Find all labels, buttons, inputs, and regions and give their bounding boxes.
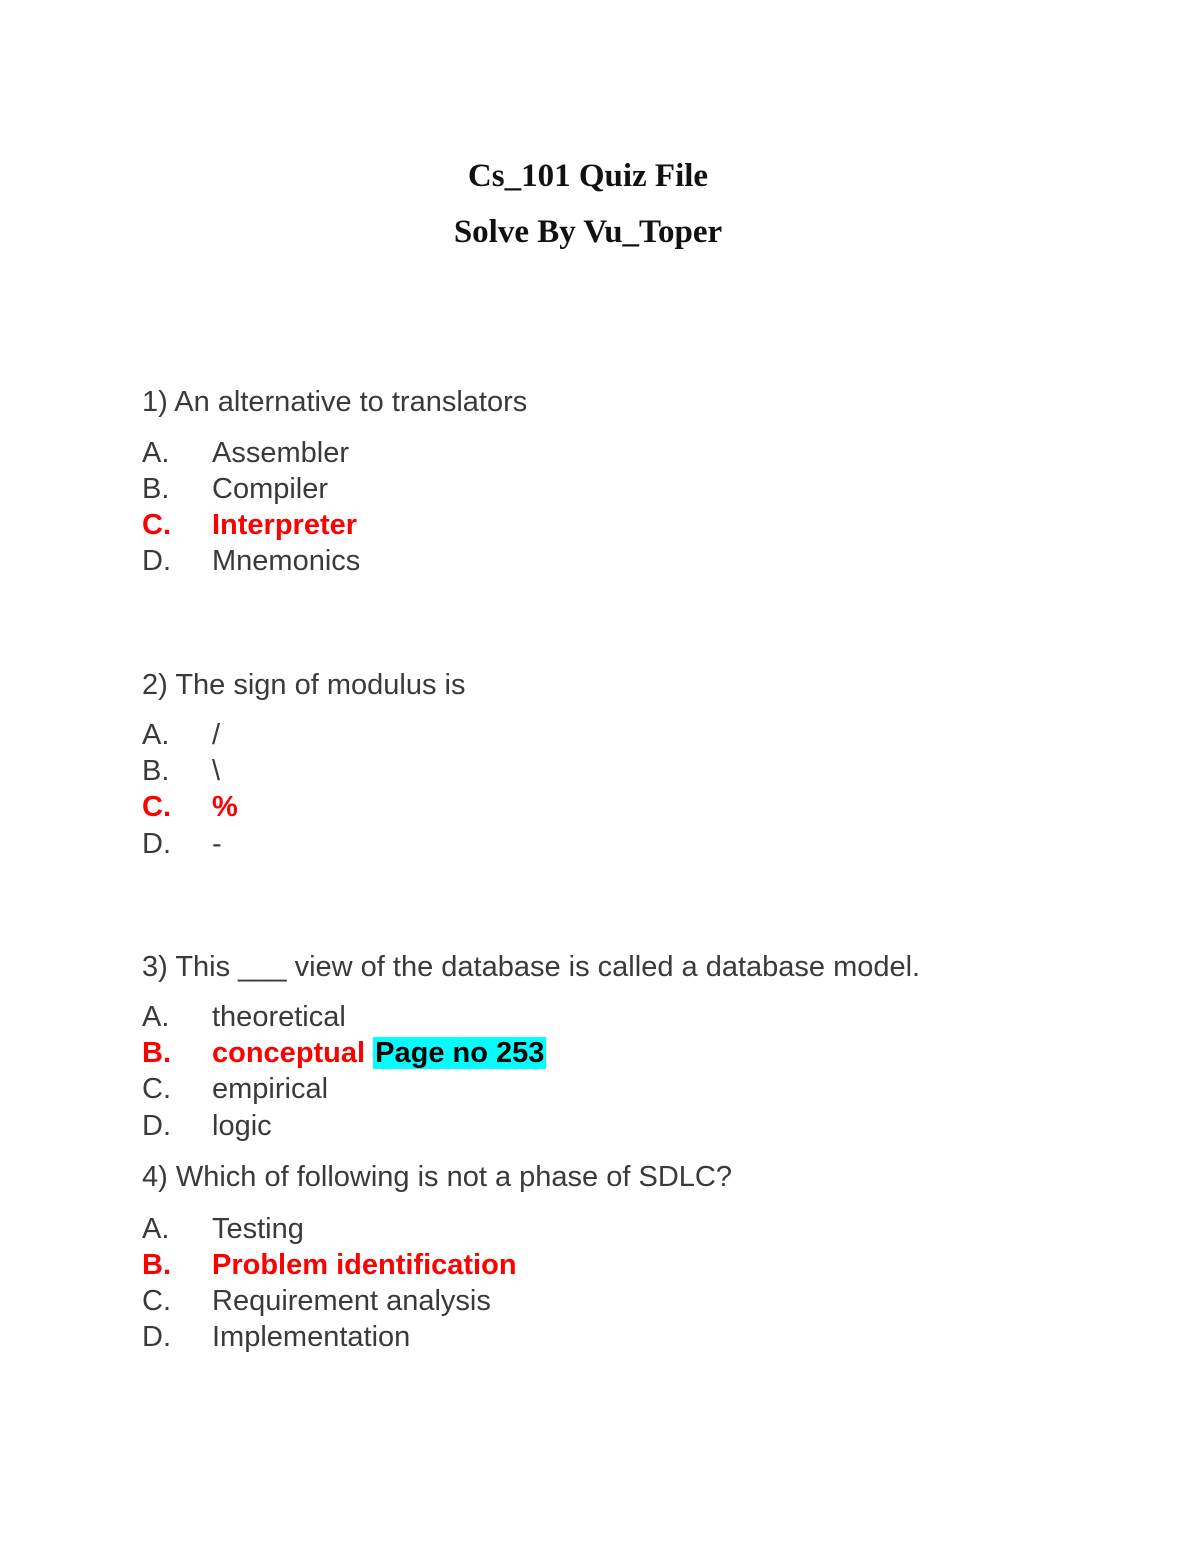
option-text: Assembler [212, 437, 349, 469]
option-letter: A. [142, 1213, 170, 1245]
option-text: empirical [212, 1073, 329, 1105]
option-text: Implementation [212, 1321, 411, 1353]
option-text: Requirement analysis [212, 1285, 491, 1317]
option-letter: B. [142, 1249, 171, 1281]
question-prompt: 2) The sign of modulus is [142, 669, 466, 701]
option-text: Mnemonics [212, 545, 361, 577]
option-letter: D. [142, 1110, 171, 1142]
option-text: % [212, 791, 238, 823]
option-letter: C. [142, 1073, 171, 1105]
document-title: Cs_101 Quiz File [467, 158, 709, 194]
document-subtitle: Solve By Vu_Toper [453, 214, 723, 250]
option-text: logic [212, 1110, 272, 1142]
option-text: Interpreter [212, 509, 358, 541]
option-letter: C. [142, 791, 171, 823]
option-text: Testing [212, 1213, 304, 1245]
option-letter: D. [142, 545, 171, 577]
option-letter: A. [142, 1001, 170, 1033]
option-letter: C. [142, 1285, 171, 1317]
page-reference-highlight: Page no 253 [375, 1037, 545, 1069]
option-text: theoretical [212, 1001, 346, 1033]
option-letter: B. [142, 473, 170, 505]
option-letter: B. [142, 1037, 171, 1069]
option-text: \ [212, 755, 221, 787]
option-letter: D. [142, 1321, 171, 1353]
option-letter: A. [142, 719, 170, 751]
question-prompt: 1) An alternative to translators [142, 386, 528, 418]
option-text: - [212, 828, 222, 860]
option-letter: C. [142, 509, 171, 541]
option-text [212, 1037, 546, 1070]
option-letter: A. [142, 437, 170, 469]
option-text: / [212, 719, 221, 751]
option-text: Compiler [212, 473, 329, 505]
option-answer-text: conceptual [212, 1037, 366, 1069]
option-text: Problem identification [212, 1249, 517, 1281]
option-letter: D. [142, 828, 171, 860]
question-prompt: 3) This ___ view of the database is called a database model. [142, 951, 921, 983]
question-prompt: 4) Which of following is not a phase of SDLC? [142, 1161, 732, 1193]
option-letter: B. [142, 755, 170, 787]
